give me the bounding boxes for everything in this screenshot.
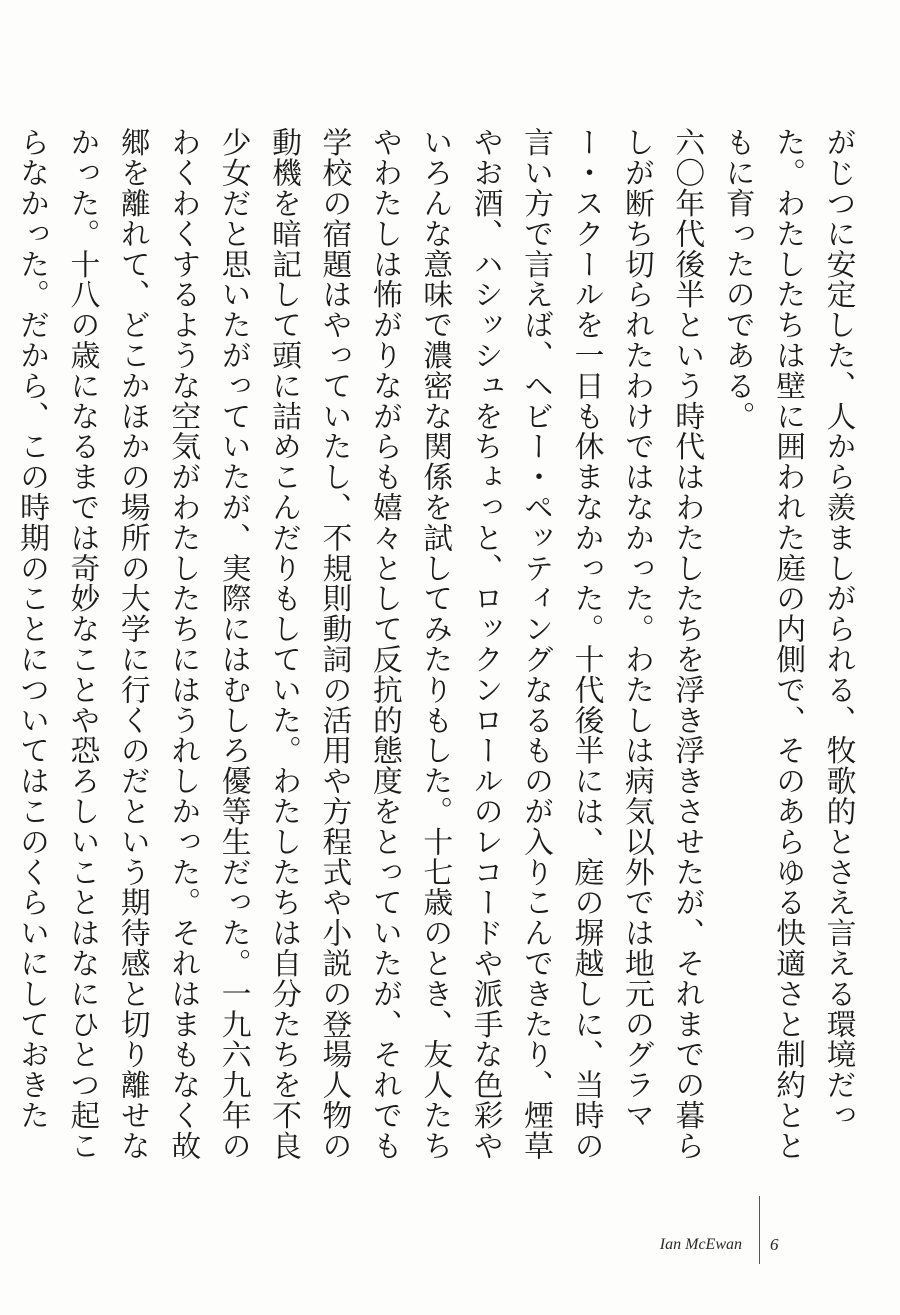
running-footer-author: Ian McEwan <box>659 1236 742 1253</box>
footer-divider-rule <box>759 1196 760 1264</box>
paragraph-2: 六〇年代後半という時代はわたしたちを浮き浮きさせたが、それまでの暮らしが断ち切られたわけではなかった。わたしは病気以外では地元のグラマー・スクールを一日も休まなかった。十代後半には、庭の塀越しに、当時の言い方で言えば、ヘビー・ペッティングなるものが入りこんできたり、煙草やお酒、ハシッシュをちょっと、ロックンロールのレコードや派手な色彩やいろんな意味で濃密な関係を試してみたりもした。十七歳のとき、友人たちやわたしは怖がりながらも嬉々として反抗的態度をとっていたが、それでも学校の宿題はやっていたし、不規則動詞の活用や方程式や小説の登場人物の動機を暗記して頭に詰めこんだりもしていた。わたしたちは自分たちを不良少女だと思いたがっていたが、実際にはむしろ優等生だった。一九六九年のわくわくするような空気がわたしたちにはうれしかった。それはまもなく故郷を離れて、どこかほかの場所の大学に行くのだという期待感と切り離せなかった。十八の歳になるまでは奇妙なことや恐ろしいことはなにひとつ起こらなかった。だから、この時期のことについてはこのくらいにしておきた <box>14 127 705 1161</box>
page-number: 6 <box>770 1235 779 1254</box>
paragraph-1: がじつに安定した、人から羨ましがられる、牧歌的とさえ言える環境だった。わたしたちは壁に囲われた庭の内側で、そのあらゆる快適さと制約とともに育ったのである。 <box>720 127 856 1161</box>
vertical-text-body <box>14 127 863 1167</box>
